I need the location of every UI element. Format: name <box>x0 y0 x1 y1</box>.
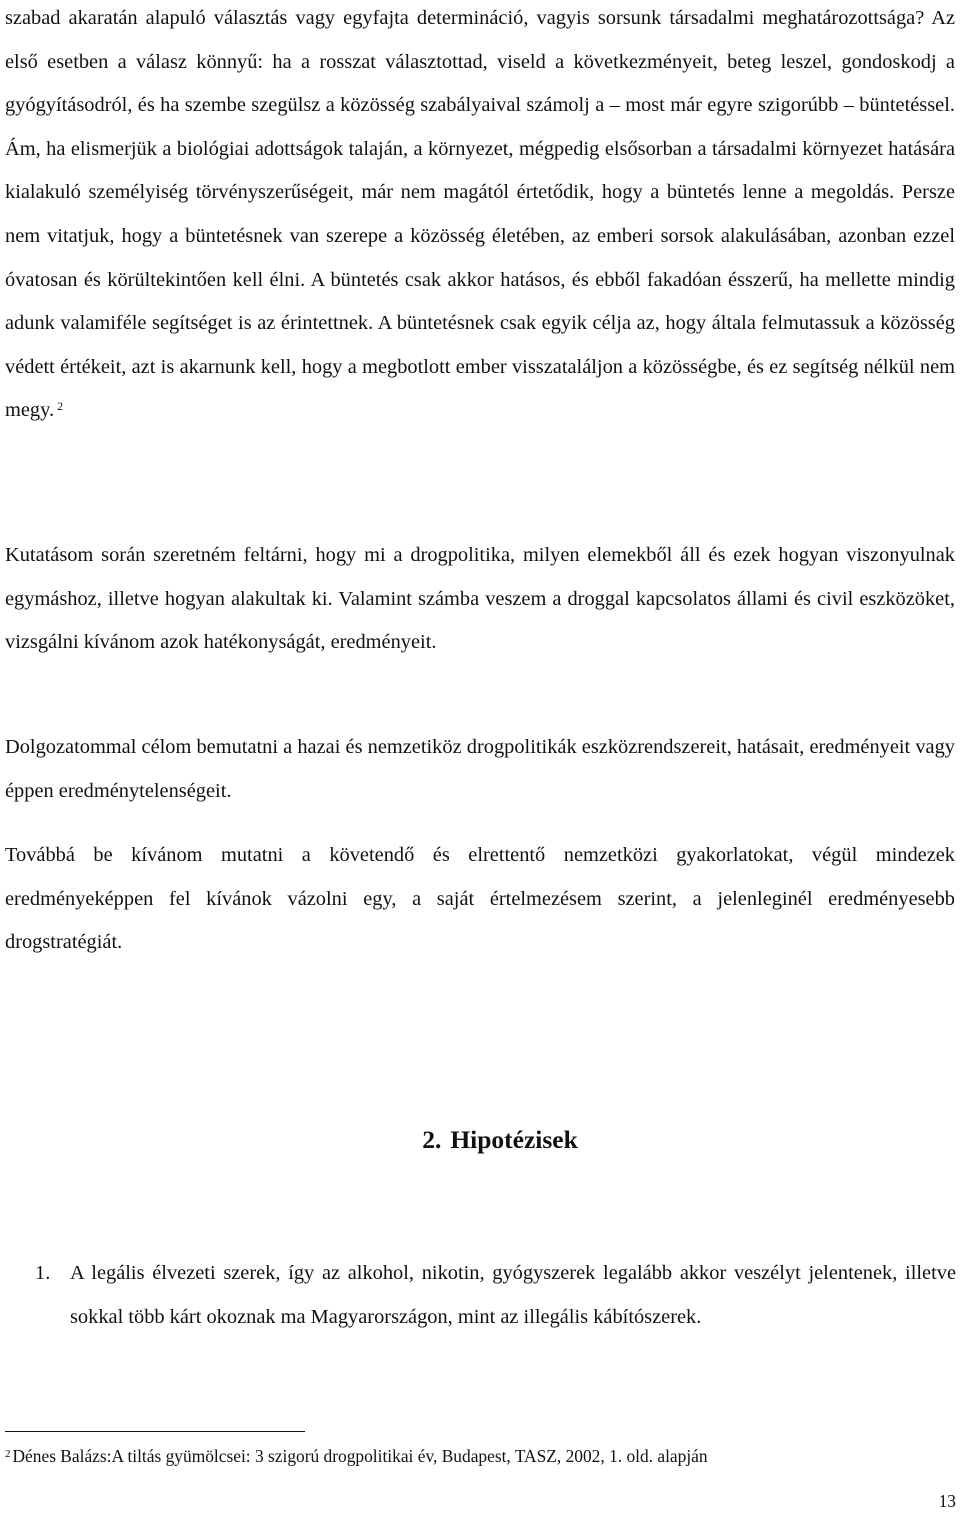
section-number: 2. <box>422 1125 442 1154</box>
section-title: Hipotézisek <box>450 1125 578 1154</box>
footnote-separator <box>5 1431 305 1432</box>
body-paragraph-2: Kutatásom során szeretném feltárni, hogy mi a drogpolitika, milyen elemekből áll és ezek hogyan viszonyulnak egymáshoz, illetve hogyan alakultak ki. Valamint számba veszem a droggal kapcsolatos állami és civil eszközöket, vizsgálni kívánom azok hatékonyságát, eredményeit. <box>5 544 955 654</box>
body-paragraph-1 <box>5 0 955 433</box>
hypothesis-item: A legális élvezeti szerek, így az alkohol, nikotin, gyógyszerek legalább akkor veszélyt jelentenek, illetve sokkal több kárt okoznak ma Magyarországon, mint az illegális kábítószerek. <box>70 1262 956 1328</box>
page-number: 13 <box>938 1491 956 1511</box>
section-heading <box>0 1118 960 1162</box>
body-paragraph-4: Továbbá be kívánom mutatni a követendő és elrettentő nemzetközi gyakorlatokat, végül mindezek eredményeképpen fel kívánok vázolni egy, a saját értelmezésem szerint, a jelenleginél eredményesebb drogstratégiát. <box>5 844 955 954</box>
body-paragraph-3: Dolgozatommal célom bemutatni a hazai és nemzetiköz drogpolitikák eszközrendszereit, hatásait, eredményeit vagy éppen eredménytelenségeit. <box>5 736 955 802</box>
hypothesis-number: 1. <box>35 1262 51 1284</box>
footnote <box>5 1443 955 1469</box>
paragraph-text: szabad akaratán alapuló választás vagy egyfajta determináció, vagyis sorsunk társadalmi meghatározottsága? Az első esetben a válasz könnyű: ha a rosszat választottad, viseld a következményeit, beteg leszel, gondoskodj a gyógyításodról, és ha szembe szegülsz a közösség szabályaival számolj a – most már egyre szigorúbb – büntetéssel. Ám, ha elismerjük a biológiai adottságok talaján, a környezet, mégpedig elsősorban a társadalmi környezet hatására kialakuló személyiség törvényszerűségeit, már nem magától értetődik, hogy a büntetés lenne a megoldás. Persze nem vitatjuk, hogy a büntetésnek van szerepe a közösség életében, az emberi sorsok alakulásában, azonban ezzel óvatosan és körültekintően kell élni. A büntetés csak akkor hatásos, és ebből fakadóan ésszerű, ha mellette mindig adunk valamiféle segítséget is az érintettnek. A büntetésnek csak egyik célja az, hogy általa felmutassuk a közösség védett értékeit, azt is akarnunk kell, hogy a megbotlott ember visszataláljon a közösségbe, és ez segítség nélkül nem megy. <box>5 7 955 422</box>
footnote-marker: 2 <box>5 1448 11 1460</box>
footnote-text: Dénes Balázs:A tiltás gyümölcsei: 3 szigorú drogpolitikai év, Budapest, TASZ, 2002, 1. old. alapján <box>12 1446 708 1466</box>
footnote-reference[interactable]: 2 <box>57 399 64 414</box>
